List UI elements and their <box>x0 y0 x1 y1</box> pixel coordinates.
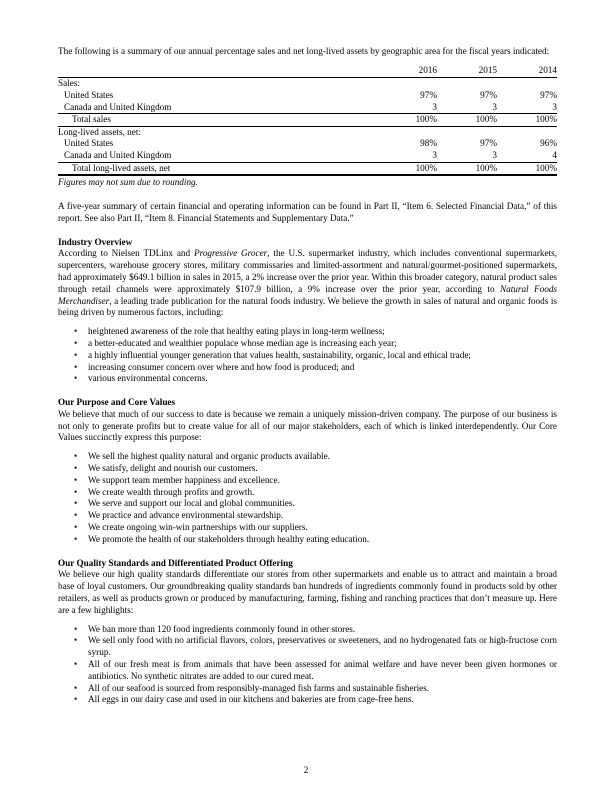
bullet-icon: • <box>74 623 78 634</box>
bullet-icon: • <box>74 337 78 348</box>
section-heading: Our Quality Standards and Differentiated Product Offering <box>58 557 293 568</box>
table-row <box>58 138 557 150</box>
row-label: Total long-lived assets, net <box>58 162 377 175</box>
geographic-table <box>58 65 557 176</box>
row-label: Total sales <box>58 114 377 127</box>
cell-value: 3 <box>492 149 497 160</box>
bullet-icon: • <box>74 349 78 360</box>
cell-value: 3 <box>432 149 437 160</box>
row-label: Canada and United Kingdom <box>64 149 172 160</box>
year-header: 2015 <box>437 65 497 78</box>
section-label: Sales: <box>58 78 80 89</box>
table-header-row <box>58 65 557 78</box>
cell-value: 100% <box>497 114 557 127</box>
bullet-icon: • <box>74 498 78 509</box>
section-label-row <box>58 126 557 138</box>
quality-section <box>58 558 557 707</box>
list-item: • All of our seafood is sourced from responsibly-managed fish farms and sustainable fisheries. <box>74 682 430 693</box>
quality-paragraph: We believe our high quality standards differentiate our stores from other supermarkets and enable us to attract and maintain a broad base of loyal customers. Our groundbreaking quality standards ban hundreds of ingredients commonly found in products sold by other retailers, as well as products grown or produced by manufacturing, farming, fishing and ranching practices that don’t measure up. Here are a few highlights: <box>58 569 557 615</box>
bullet-icon: • <box>74 682 78 693</box>
table-row <box>58 150 557 162</box>
bullet-icon: • <box>74 522 78 533</box>
list-item: • We ban more than 120 food ingredients commonly found in other stores. <box>74 623 356 634</box>
cell-value: 4 <box>552 149 557 160</box>
list-item: • increasing consumer concern over where and how food is produced; and <box>74 361 355 372</box>
bullet-list <box>58 451 557 545</box>
page-number: 2 <box>303 765 309 775</box>
cell-value: 100% <box>377 114 437 127</box>
table-row <box>58 90 557 102</box>
table-footnote: Figures may not sum due to rounding. <box>58 177 198 188</box>
bullet-icon: • <box>74 361 78 372</box>
bullet-icon: • <box>74 510 78 521</box>
bullet-list <box>58 624 557 707</box>
list-item: • We promote the health of our stakeholders through healthy eating education. <box>74 533 370 544</box>
row-label: United States <box>64 89 114 100</box>
bullet-icon: • <box>74 451 78 462</box>
bullet-icon: • <box>74 635 78 646</box>
list-item: • heightened awareness of the role that healthy eating plays in long-term wellness; <box>74 326 385 337</box>
bullet-icon: • <box>74 659 78 670</box>
industry-paragraph: According to Nielsen TDLinx and Progressive Grocer, the U.S. supermarket industry, which includes conventional supermarkets, supercenters, warehouse grocery stores, military commissaries and limited-assortment and natural/gourmet-positioned supermarkets, had approximately $649.1 billion in sales in 2015, a 2% increase over the prior year. Within this broader category, natural product sales through retail channels were approximately $107.9 billion, a 9% increase over the prior year, according to Natural Foods Merchandiser, a leading trade publication for the natural foods industry. We believe the growth in sales of natural and organic foods is being driven by numerous factors, including: <box>58 248 558 318</box>
year-header: 2016 <box>377 65 437 78</box>
cell-value: 97% <box>480 138 497 149</box>
section-label-row <box>58 78 557 90</box>
section-label: Long-lived assets, net: <box>58 126 377 138</box>
cell-value: 97% <box>540 89 557 100</box>
cell-value: 100% <box>377 162 437 175</box>
section-heading: Industry Overview <box>58 236 133 247</box>
list-item: • We serve and support our local and global communities. <box>74 498 295 509</box>
cell-value: 96% <box>540 138 557 149</box>
total-row <box>58 114 557 127</box>
bullet-list <box>58 326 557 385</box>
list-item: • We sell only food with no artificial flavors, colors, preservatives or sweeteners, and no hydrogenated fats or high-fructose corn syrup. <box>74 635 557 658</box>
bullet-icon: • <box>74 474 78 485</box>
list-item: • a highly influential younger generation that values health, sustainability, organic, local and ethical trade; <box>74 349 471 360</box>
cell-value: 3 <box>552 101 557 112</box>
bullet-icon: • <box>74 533 78 544</box>
bullet-icon: • <box>74 373 78 384</box>
list-item: • a better-educated and wealthier populace whose median age is increasing each year; <box>74 337 397 348</box>
document-page <box>58 46 557 706</box>
cell-value: 97% <box>420 89 437 100</box>
intro-paragraph: The following is a summary of our annual percentage sales and net long-lived assets by geographic area for the fiscal years indicated: <box>58 46 550 56</box>
list-item: • We support team member happiness and excellence. <box>74 474 280 485</box>
table-row <box>58 102 557 114</box>
bullet-icon: • <box>74 694 78 705</box>
cell-value: 100% <box>497 162 557 175</box>
list-item: • All eggs in our dairy case and used in our kitchens and bakeries are from cage-free hens. <box>74 694 414 705</box>
cell-value: 98% <box>420 138 437 149</box>
cell-value: 100% <box>437 162 497 175</box>
row-label: Canada and United Kingdom <box>64 101 172 112</box>
summary-paragraph: A five-year summary of certain financial and operating information can be found in Part II, “Item 6. Selected Financial Data,” of this report. See also Part II, “Item 8. Financial Statements and Supplementary Data.” <box>58 200 557 223</box>
bullet-icon: • <box>74 326 78 337</box>
list-item: • various environmental concerns. <box>74 373 208 384</box>
bullet-icon: • <box>74 463 78 474</box>
purpose-section <box>58 397 557 546</box>
row-label: United States <box>64 138 114 149</box>
list-item: • All of our fresh meat is from animals that have been assessed for animal welfare and have never been given hormones or antibiotics. No synthetic nitrates are added to our cured meat. <box>74 659 557 681</box>
industry-section <box>58 237 557 386</box>
cell-value: 3 <box>492 101 497 112</box>
total-row <box>58 162 557 175</box>
cell-value: 100% <box>437 114 497 127</box>
section-heading: Our Purpose and Core Values <box>58 397 176 408</box>
list-item: • We create wealth through profits and growth. <box>74 486 255 497</box>
year-header: 2014 <box>497 65 557 78</box>
bullet-icon: • <box>74 486 78 497</box>
cell-value: 3 <box>432 101 437 112</box>
cell-value: 97% <box>480 89 497 100</box>
list-item: • We satisfy, delight and nourish our customers. <box>74 463 258 474</box>
list-item: • We sell the highest quality natural and organic products available. <box>74 451 330 462</box>
purpose-paragraph: We believe that much of our success to date is because we remain a uniquely mission-driven company. The purpose of our business is not only to generate profits but to create value for all of our major stakeholders, each of which is linked interdependently. Our Core Values succinctly express this purpose: <box>58 408 557 443</box>
list-item: • We create ongoing win-win partnerships with our suppliers. <box>74 522 308 533</box>
list-item: • We practice and advance environmental stewardship. <box>74 510 284 521</box>
